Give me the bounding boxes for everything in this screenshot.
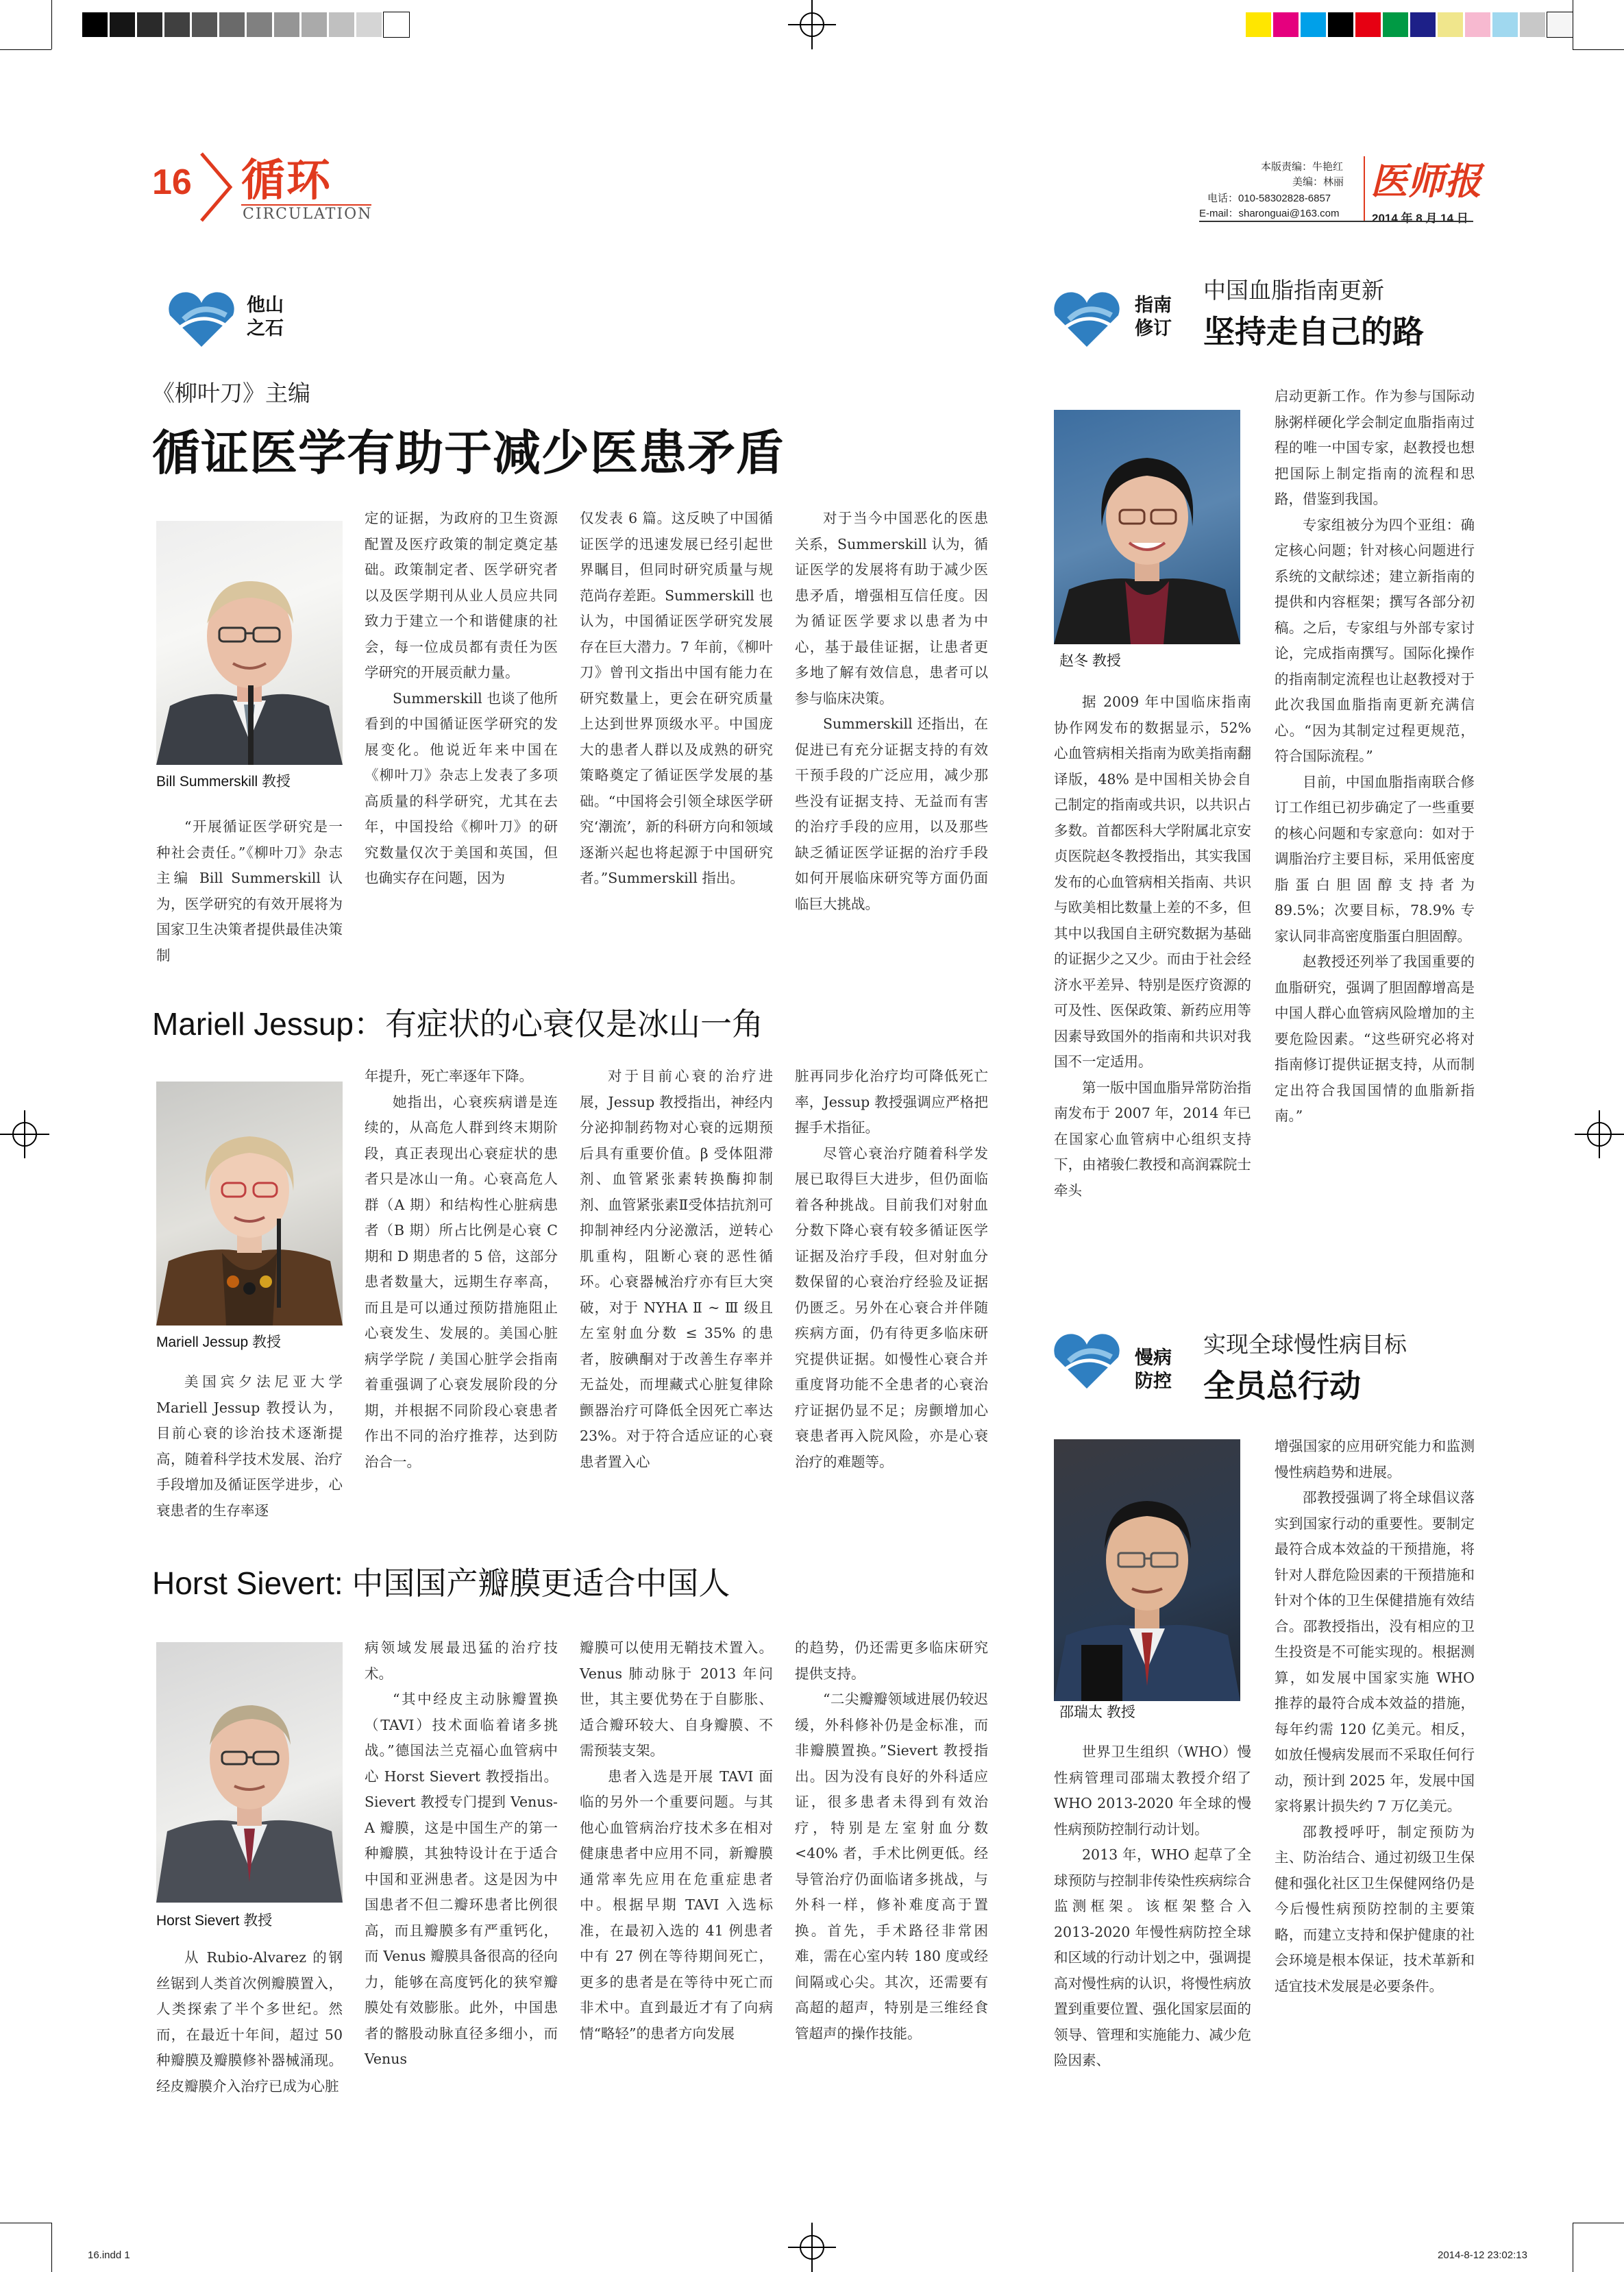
color-swatch: [356, 12, 382, 37]
portrait-illustration: [156, 1642, 343, 1903]
article1-column-2: [365, 506, 558, 892]
paragraph: 目前，中国血脂指南联合修订工作组已初步确定了一些重要的核心问题和专家意向：如对于调脂治疗主要目标，采用低密度脂蛋白胆固醇支持者为 89.5%；次要目标，78.9% 专家认同非高密度脂蛋白胆固醇。: [1275, 773, 1475, 944]
paragraph: 她指出，心衰疾病谱是连续的，从高危人群到终末期阶段，真正表现出心衰症状的患者只是冰山一角。心衰高危人群（A 期）和结构性心脏病患者（B 期）所占比例是心衰 C 期和 D 期患者的 5 倍，这部分患者数量大，远期生存率高，而且是可以通过预防措施阻止心衰发生、发展的。美国心脏病学学院 / 美国心脏学会指南着重强调了心衰发展阶段的分期，并根据不同阶段心衰患者作出不同的治疗推荐，达到防治合一。: [365, 1093, 558, 1470]
paragraph: 对于当今中国恶化的医患关系，Summerskill 认为，循证医学的发展将有助于减少医患矛盾，增强相互信任度。因为循证医学要求以患者为中心，基于最佳证据，让患者更多地了解有效信息，患者可以参与临床决策。: [795, 510, 988, 707]
color-swatch: [1492, 12, 1518, 37]
color-swatch: [1520, 12, 1545, 37]
article3-column-4: [795, 1635, 988, 2047]
article5-headline: 全员总行动: [1203, 1368, 1361, 1404]
footer-timestamp: 2014-8-12 23:02:13: [1438, 2249, 1527, 2261]
crop-line: [51, 0, 52, 49]
paragraph: Summerskill 也谈了他所看到的中国循证医学研究的发展变化。他说近年来中国在《柳叶刀》杂志上发表了多项高质量的科学研究，尤其在去年，中国投给《柳叶刀》的研究数量仅次于美国和英国，但也确实存在问题，因为: [365, 689, 558, 886]
mariell-jessup-caption: Mariell Jessup 教授: [156, 1334, 282, 1350]
heart-logo-icon: [163, 288, 240, 350]
gray-calibration-bar: [82, 12, 411, 40]
bill-summerskill-photo: [156, 521, 343, 765]
article4-column-1: [1054, 689, 1251, 1204]
color-swatch: [1246, 12, 1271, 37]
paragraph: 对于目前心衰的治疗进展，Jessup 教授指出，神经内分泌抑制药物对心衰的远期预后具有重要价值。β 受体阻滞剂、血管紧张素转换酶抑制剂、血管紧张素Ⅱ受体拮抗剂可抑制神经内分泌激活，逆转心肌重构，阻断心衰的恶性循环。心衰器械治疗亦有巨大突破，对于 NYHA Ⅱ ~ Ⅲ 级且左室射血分数 ≤ 35% 的患者，胺碘酮对于改善生存率并无益处，而埋藏式心脏复律除颤器治疗可降低全因死亡率达 23%。对于符合适应证的心衰患者置入心: [580, 1068, 773, 1470]
bill-summerskill-caption: Bill Summerskill 教授: [156, 774, 291, 790]
article5-column-2: [1275, 1434, 1475, 1999]
section-label-line2: 防控: [1135, 1371, 1172, 1391]
article4-kicker: 中国血脂指南更新: [1203, 278, 1384, 303]
color-swatch: [1328, 12, 1353, 37]
paragraph: 据 2009 年中国临床指南协作网发布的数据显示，52% 心血管病相关指南为欧美指南翻译版，48% 是中国相关协会自己制定的指南或共识，以共识占多数。首都医科大学附属北京安贞医院赵冬教授指出，其实我国发布的心血管病相关指南、共识与欧美相比数量上差的不多，但其中以我国自主研究数据为基础的证据少之又少。而由于社会经济水平差异、特别是医疗资源的可及性、医保政策、新药应用等因素导致国外的指南和共识对我国不一定适用。: [1054, 694, 1251, 1070]
section-title: 循环: [241, 155, 332, 206]
article2-column-3: [580, 1064, 773, 1475]
footer-file-name: 16.indd 1: [88, 2249, 130, 2261]
article4-headline: 坚持走自己的路: [1203, 314, 1424, 350]
paragraph: 邵教授强调了将全球倡议落实到国家行动的重要性。要制定最符合成本效益的干预措施，将针对人群危险因素的干预措施和针对个体的卫生保健措施有效结合。邵教授指出，没有相应的卫生投资是不可能实现的。根据测算，如发展中国家实施 WHO 推荐的最符合成本效益的措施，每年约需 120 亿美元。相反，如放任慢病发展而不采取任何行动，预计到 2025 年，发展中国家将累计损失约 7 万亿美元。: [1275, 1489, 1475, 1814]
color-swatch: [1547, 12, 1573, 37]
color-swatch: [1301, 12, 1326, 37]
color-swatch: [329, 12, 354, 37]
mariell-jessup-photo: [156, 1082, 343, 1326]
color-swatch: [1355, 12, 1381, 37]
article1-column-4: [795, 506, 988, 917]
zhao-dong-photo: [1054, 410, 1240, 644]
color-swatch: [219, 12, 245, 37]
crop-line: [1573, 49, 1624, 50]
paragraph: 启动更新工作。作为参与国际动脉粥样硬化学会制定血脂指南过程的唯一中国专家，赵教授也想把国际上制定指南的流程和思路，借鉴到我国。: [1275, 388, 1475, 507]
paragraph: 尽管心衰治疗随着科学发展已取得巨大进步，但仍面临着各种挑战。目前我们对射血分数下降心衰有较多循证医学证据及治疗手段，但对射血分数保留的心衰治疗经验及证据仍匮乏。另外在心衰合并伴随疾病方面，仍有待更多临床研究提供证据。如慢性心衰合并重度肾功能不全患者的心衰治疗证据仍显不足；房颤增加心衰患者再入院风险，亦是心衰治疗的难题等。: [795, 1145, 988, 1470]
color-swatch: [164, 12, 190, 37]
paragraph: “二尖瓣瓣领域进展仍较迟缓，外科修补仍是金标准，而非瓣膜置换。”Sievert 教授指出。因为没有良好的外科适应证，很多患者未得到有效治疗，特别是左室射血分数 <40% 者，手术比例更低。经导管治疗仍面临诸多挑战，与外科一样，修补难度高于置换。首先，手术路径非常困难，需在心室内转 180 度或经间隔或心尖。其次，还需要有高超的超声，特别是三维经食管超声的操作技能。: [795, 1691, 988, 2042]
chevron-arrow-icon: [197, 151, 236, 223]
section-label-line2: 之石: [247, 318, 284, 339]
article1-kicker: 《柳叶刀》主编: [152, 380, 310, 406]
editor-line: 本版责编：牛艳红: [1261, 161, 1344, 173]
article2-column-4: [795, 1064, 988, 1475]
color-swatch: [192, 12, 217, 37]
paragraph: 邵教授呼吁，制定预防为主、防治结合、通过初级卫生保健和强化社区卫生保健网络仍是今后慢性病预防控制的主要策略，而建立支持和保护健康的社会环境是根本保证，技术革新和适宜技术发展是必要条件。: [1275, 1823, 1475, 1994]
heart-logo-icon: [1048, 1330, 1125, 1391]
paragraph: “其中经皮主动脉瓣置换（TAVI）技术面临着诸多挑战。”德国法兰克福心血管病中心 Horst Sievert 教授指出。Sievert 教授专门提到 Venus-A 瓣膜，这是中国生产的第一种瓣膜，其独特设计在于适合中国和亚洲患者。这是因为中国患者不但二瓣环患者比例很高，而且瓣膜多有严重钙化，而 Venus 瓣膜具备很高的径向力，能够在高度钙化的狭窄瓣膜处有效膨胀。此外，中国患者的髂股动脉直径多细小，而 Venus: [365, 1691, 558, 2067]
email-line: E-mail：sharonguai@163.com: [1199, 208, 1340, 219]
registration-mark-left: [0, 1110, 49, 1158]
registration-mark-right: [1575, 1110, 1624, 1158]
color-swatch: [82, 12, 108, 37]
page-number: 16: [152, 162, 192, 202]
paragraph: 第一版中国血脂异常防治指南发布于 2007 年，2014 年已在国家心血管病中心组织支持下，由褚骏仁教授和高润霖院士牵头: [1054, 1079, 1251, 1199]
article1-intro-column: [156, 814, 343, 968]
paragraph: 专家组被分为四个亚组：确定核心问题；针对核心问题进行系统的文献综述；建立新指南的提供和内容框架；撰写各部分初稿。之后，专家组与外部专家讨论，完成指南撰写。国际化操作的指南制定流程也让赵教授对于此次我国血脂指南更新充满信心。“因为其制定过程更规范，符合国际流程。”: [1275, 516, 1475, 764]
color-swatch: [137, 12, 162, 37]
color-swatch: [1438, 12, 1463, 37]
registration-mark-top: [788, 0, 836, 49]
paper-logo: 医师报: [1370, 159, 1481, 203]
article5-kicker: 实现全球慢性病目标: [1203, 1332, 1407, 1357]
article3-headline: Horst Sievert: 中国国产瓣膜更适合中国人: [152, 1565, 730, 1601]
article3-intro: 从 Rubio-Alvarez 的钢丝锯到人类首次例瓣膜置入，人类探索了半个多世纪。然而，在最近十年间，超过 50 种瓣膜及瓣膜修补器械涌现。经皮瓣膜介入治疗已成为心脏: [156, 1949, 343, 2094]
paragraph: 世界卫生组织（WHO）慢性病管理司邵瑞太教授介绍了 WHO 2013-2020 年全球的慢性病预防控制行动计划。: [1054, 1744, 1251, 1837]
article1-intro: “开展循证医学研究是一种社会责任。”《柳叶刀》杂志主编 Bill Summerskill 认为，医学研究的有效开展将为国家卫生决策者提供最佳决策制: [156, 818, 343, 964]
article2-column-2: [365, 1064, 558, 1475]
paragraph: Summerskill 还指出，在促进已有充分证据支持的有效干预手段的广泛应用，减少那些没有证据支持、无益而有害的治疗手段的应用，以及那些缺乏循证医学证据的治疗手段如何开展临床研究等方面仍面临巨大挑战。: [795, 716, 988, 912]
article2-headline: Mariell Jessup：有症状的心衰仅是冰山一角: [152, 1006, 763, 1042]
issue-date: 2014 年 8 月 14 日: [1372, 212, 1468, 225]
article3-intro-column: [156, 1945, 343, 2099]
article3-column-3: [580, 1635, 773, 2047]
paragraph: 赵教授还列举了我国重要的血脂研究，强调了胆固醇增高是中国人群心血管病风险增加的主要危险因素。“这些研究必将对指南修订提供证据支持，从而制定出符合我国国情的血脂新指南。”: [1275, 953, 1475, 1124]
color-swatch: [247, 12, 272, 37]
paragraph: 2013 年，WHO 起草了全球预防与控制非传染性疾病综合监测框架。该框架整合入 2013-2020 年慢性病防控全球和区域的行动计划之中，强调提高对慢性病的认识，将慢性病放置到重要位置、强化国家层面的领导、管理和实施能力、减少危险因素、: [1054, 1846, 1251, 2068]
crop-line: [51, 2223, 52, 2272]
crop-line: [0, 49, 51, 50]
article1-headline: 循证医学有助于减少医患矛盾: [152, 424, 785, 481]
shao-ruitai-caption: 邵瑞太 教授: [1059, 1705, 1135, 1720]
section-label-line1: 慢病: [1135, 1347, 1172, 1368]
portrait-illustration: [156, 521, 343, 765]
color-swatch: [384, 12, 409, 37]
paragraph: 仅发表 6 篇。这反映了中国循证医学的迅速发展已经引起世界瞩目，但同时研究质量与规范尚存差距。Summerskill 也认为，中国循证医学研究发展存在巨大潜力。7 年前，《柳叶刀》曾刊文指出中国有能力在研究数量上，更会在研究质量上达到世界顶级水平。中国庞大的患者人群以及成熟的研究策略奠定了循证医学发展的基础。“中国将会引领全球医学研究‘潮流’，新的科研方向和领域逐渐兴起也将起源于中国研究者。”Summerskill 指出。: [580, 510, 773, 886]
color-calibration-bar: [1246, 12, 1575, 40]
portrait-illustration: [1054, 410, 1240, 644]
paragraph: 病领域发展最迅猛的治疗技术。: [365, 1639, 558, 1682]
section-label-line1: 指南: [1135, 295, 1172, 315]
section-english: CIRCULATION: [243, 206, 373, 223]
color-swatch: [1465, 12, 1490, 37]
zhao-dong-caption: 赵冬 教授: [1059, 653, 1121, 669]
masthead-divider: [1364, 156, 1365, 222]
heart-logo-icon: [1048, 288, 1125, 350]
article1-column-3: [580, 506, 773, 892]
color-swatch: [274, 12, 299, 37]
shao-ruitai-photo: [1054, 1439, 1240, 1701]
horst-sievert-caption: Horst Sievert 教授: [156, 1913, 273, 1929]
paragraph: 的趋势，仍还需更多临床研究提供支持。: [795, 1639, 988, 1682]
article4-column-2: [1275, 384, 1475, 1129]
paragraph: 患者入选是开展 TAVI 面临的另外一个重要问题。与其他心血管病治疗技术多在相对健康患者中应用不同，新瓣膜通常率先应用在危重症患者中。根据早期 TAVI 入选标准，在最初入选的 41 例患者中有 27 例在等待期间死亡，更多的患者是在等待中死亡而非术中。直到最近才有了向病情“略轻”的患者方向发展: [580, 1768, 773, 2042]
paragraph: 定的证据，为政府的卫生资源配置及医疗政策的制定奠定基础。政策制定者、医学研究者以及医学期刊从业人员应共同致力于建立一个和谐健康的社会，每一位成员都有责任为医学研究的开展贡献力量。: [365, 510, 558, 681]
horst-sievert-photo: [156, 1642, 343, 1903]
art-line: 美编：林丽: [1292, 176, 1344, 188]
color-swatch: [1410, 12, 1436, 37]
portrait-illustration: [156, 1082, 343, 1326]
color-swatch: [1383, 12, 1408, 37]
phone-line: 电话：010-58302828-6857: [1207, 193, 1331, 204]
color-swatch: [302, 12, 327, 37]
portrait-illustration: [1054, 1439, 1240, 1701]
section-label-line1: 他山: [247, 295, 284, 315]
color-swatch: [110, 12, 135, 37]
paragraph: 瓣膜可以使用无鞘技术置入。Venus 肺动脉于 2013 年问世，其主要优势在于自膨胀、适合瓣环较大、自身瓣膜、不需预装支架。: [580, 1639, 773, 1759]
paragraph: 增强国家的应用研究能力和监测慢性病趋势和进展。: [1275, 1438, 1475, 1480]
header-rule: [1199, 221, 1473, 222]
article2-intro-column: [156, 1369, 343, 1524]
article3-column-2: [365, 1635, 558, 2073]
registration-mark-bottom: [788, 2223, 836, 2272]
paragraph: 脏再同步化治疗均可降低死亡率，Jessup 教授强调应严格把握手术指征。: [795, 1068, 988, 1136]
article2-intro: 美国宾夕法尼亚大学 Mariell Jessup 教授认为，目前心衰的诊治技术逐渐提高，随着科学技术发展、治疗手段增加及循证医学进步，心衰患者的生存率逐: [156, 1373, 343, 1519]
color-swatch: [1273, 12, 1299, 37]
section-label-line2: 修订: [1135, 318, 1172, 339]
paragraph: 年提升，死亡率逐年下降。: [365, 1068, 533, 1084]
article5-column-1: [1054, 1739, 1251, 2074]
